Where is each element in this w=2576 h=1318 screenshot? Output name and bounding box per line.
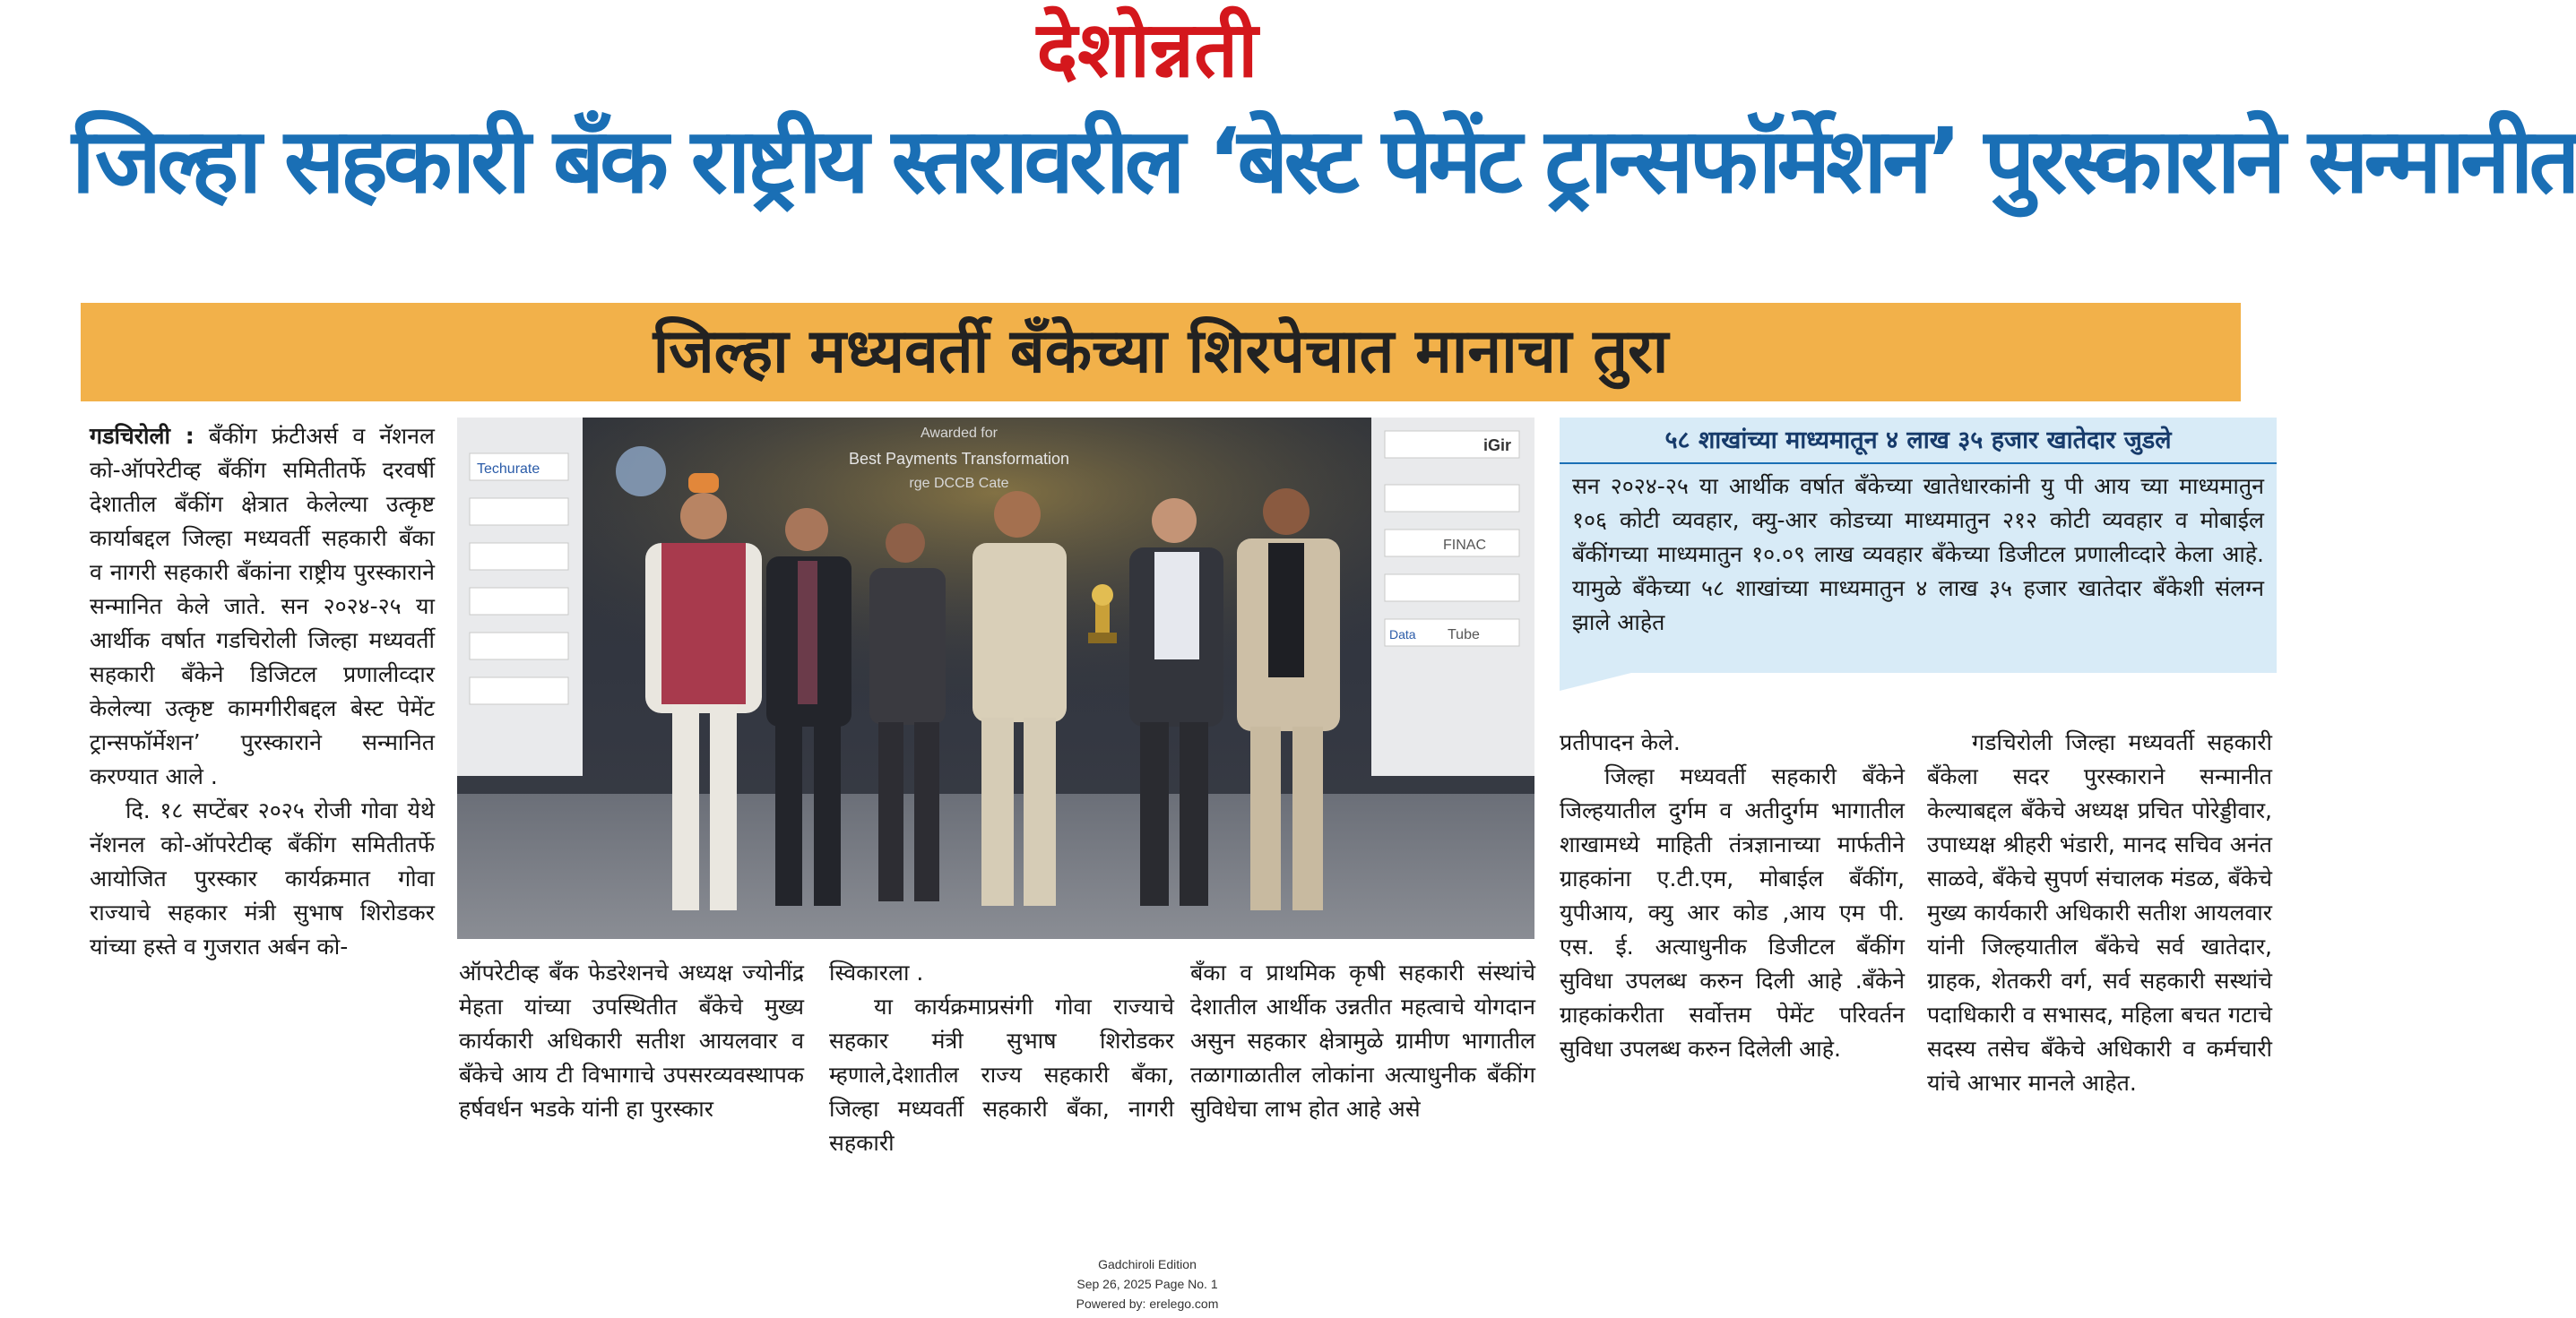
article-paragraph: प्रतीपादन केले.	[1560, 729, 1681, 755]
article-paragraph: बँका व प्राथमिक कृषी सहकारी संस्थांचे देशातील आर्थीक उन्नतीत महत्वाचे योगदान असुन सहकार क्षेत्रामुळे ग्रामीण भागातील तळागाळातील लोकांना अत्याधुनीक बँकींग सुविधेचा लाभ होत आहे असे	[1190, 960, 1535, 1122]
article-column-1	[90, 419, 435, 964]
award-photo-illustration	[457, 418, 1534, 939]
main-headline: जिल्हा सहकारी बँक राष्ट्रीय स्तरावरील ‘बेस्ट पेमेंट ट्रान्सफॉर्मेशन’ पुरस्काराने सन्मानीत	[72, 108, 2576, 213]
banner-line-2: Best Payments Transformation	[848, 450, 1070, 468]
article-paragraph: दि. १८ सप्टेंबर २०२५ रोजी गोवा येथे नॅशनल को-ऑपरेटीव्ह बँकींग समितीतर्फे आयोजित पुरस्कार कार्यक्रमात गोवा राज्याचे सहकार मंत्री सुभाष शिरोडकर यांच्या हस्ते व गुजरात अर्बन को-	[90, 797, 435, 960]
date-page-label: Sep 26, 2025 Page No. 1	[1076, 1277, 1218, 1291]
logo-right-2: FINAC	[1443, 538, 1486, 553]
article-paragraph: गडचिरोली जिल्हा मध्यवर्ती सहकारी बँकेला सदर पुरस्काराने सन्मानीत केल्याबद्दल बँकेचे अध्यक्ष प्रचित पोरेड्डीवार, उपाध्यक्ष श्रीहरी भंडारी, मानद सचिव अनंत साळवे, बँकेचे सुपर्ण संचालक मंडळ, बँकेचे मुख्य कार्यकारी अधिकारी सतीश आयलवार यांनी जिल्हयातील बँकेचे सर्व खातेदार, ग्राहक, शेतकरी वर्ग, सर्व सहकारी सस्थांचे पदाधिकारी व सभासद, महिला बचत गटाचे सदस्य तसेच बँकेचे अधिकारी व कर्मचारी यांचे आभार मानले आहेत.	[1927, 729, 2272, 1096]
logo-right-3: Tube	[1448, 627, 1480, 642]
article-paragraph: या कार्यक्रमाप्रसंगी गोवा राज्याचे सहकार मंत्री सुभाष शिरोडकर म्हणाले,देशातील राज्य सहकारी बँका, जिल्हा मध्यवर्ती सहकारी बँका, नागरी सहकारी	[829, 994, 1174, 1156]
award-photo	[457, 418, 1534, 939]
logo-right-1: iGir	[1483, 436, 1512, 454]
article-column-3	[829, 956, 1174, 1160]
highlight-box-pointer	[1560, 673, 1631, 691]
edition-label: Gadchiroli Edition	[1098, 1257, 1197, 1271]
article-paragraph	[90, 419, 435, 794]
highlight-box-text: सन २०२४-२५ या आर्थीक वर्षात बँकेच्या खातेधारकांनी यु पी आय च्या माध्यमातुन १०६ कोटी व्यवहार, क्यु-आर कोडच्या माध्यमातुन २१२ कोटी व्यवहार व मोबाईल बँकींगच्या माध्यमातुन १०.०९ लाख व्यवहार बँकेच्या डिजीटल प्रणालीव्दारे केला आहे. यामुळे बँकेच्या ५८ शाखांच्या माध्यमातुन ४ लाख ३५ हजार खातेदार बँकेशी संलग्न झाले आहेत	[1572, 473, 2264, 635]
logo-right-4: Data	[1389, 627, 1416, 642]
powered-by-label: Powered by: erelego.com	[1076, 1296, 1219, 1311]
article-paragraph: जिल्हा मध्यवर्ती सहकारी बँकेने जिल्हयातील दुर्गम व अतीदुर्गम भागातील शाखामध्ये माहिती तंत्रज्ञानाच्या मार्फतीने ग्राहकांना ए.टी.एम, मोबाईल बँकींग, युपीआय, क्यु आर कोड ,आय एम पी. एस. ई. अत्याधुनीक डिजीटल बँकींग सुविधा उपलब्ध करुन दिली आहे .बँकेने ग्राहकांकरीता सर्वोत्तम पेमेंट परिवर्तन सुविधा उपलब्ध करुन दिलेली आहे.	[1560, 763, 1905, 1062]
article-column-4	[1190, 956, 1535, 1126]
article-paragraph: ऑपरेटीव्ह बँक फेडरेशनचे अध्यक्ष ज्योनींद्र मेहता यांच्या उपस्थितीत बँकेचे मुख्य कार्यकारी अधिकारी सतीश आयलवार व बँकेचे आय टी विभागाचे उपसरव्यवस्थापक हर्षवर्धन भडके यांनी हा पुरस्कार	[459, 960, 804, 1122]
dateline: गडचिरोली :	[90, 423, 194, 449]
page-footer	[968, 1254, 1327, 1314]
banner-line-3: rge DCCB Cate	[909, 476, 1009, 491]
article-paragraph: स्विकारला .	[829, 960, 924, 986]
paragraph-text: बँकींग फ्रंटीअर्स व नॅशनल को-ऑपरेटीव्ह बँकींग समितीतर्फे दरवर्षी देशातील बँकींग क्षेत्रात केलेल्या उत्कृष्ट कार्याबद्दल जिल्हा मध्यवर्ती सहकारी बँका व नागरी सहकारी बँकांना राष्ट्रीय पुरस्काराने सन्मानित केले जाते. सन २०२४-२५ या आर्थीक वर्षात गडचिरोली जिल्हा मध्यवर्ती सहकारी बँकेने डिजिटल प्रणालीव्दार केलेल्या उत्कृष्ट कामगीरीबद्दल बेस्ट पेमेंट ट्रान्सफॉर्मेशन’ पुरस्काराने सन्मानित करण्यात आले .	[90, 423, 435, 789]
article-column-6	[1927, 726, 2272, 1100]
subheadline: जिल्हा मध्यवर्ती बँकेच्या शिरपेचात मानाचा तुरा	[653, 316, 1669, 387]
article-column-5	[1560, 726, 1905, 1066]
highlight-box	[1560, 418, 2277, 673]
article-column-2	[459, 956, 804, 1126]
highlight-box-title: ५८ शाखांच्या माध्यमातून ४ लाख ३५ हजार खातेदार जुडले	[1560, 418, 2277, 464]
subheadline-band	[81, 303, 2241, 401]
banner-line-1: Awarded for	[921, 426, 998, 441]
logo-left: Techurate	[477, 461, 540, 477]
newspaper-masthead: देशोन्नती	[1036, 4, 1258, 95]
